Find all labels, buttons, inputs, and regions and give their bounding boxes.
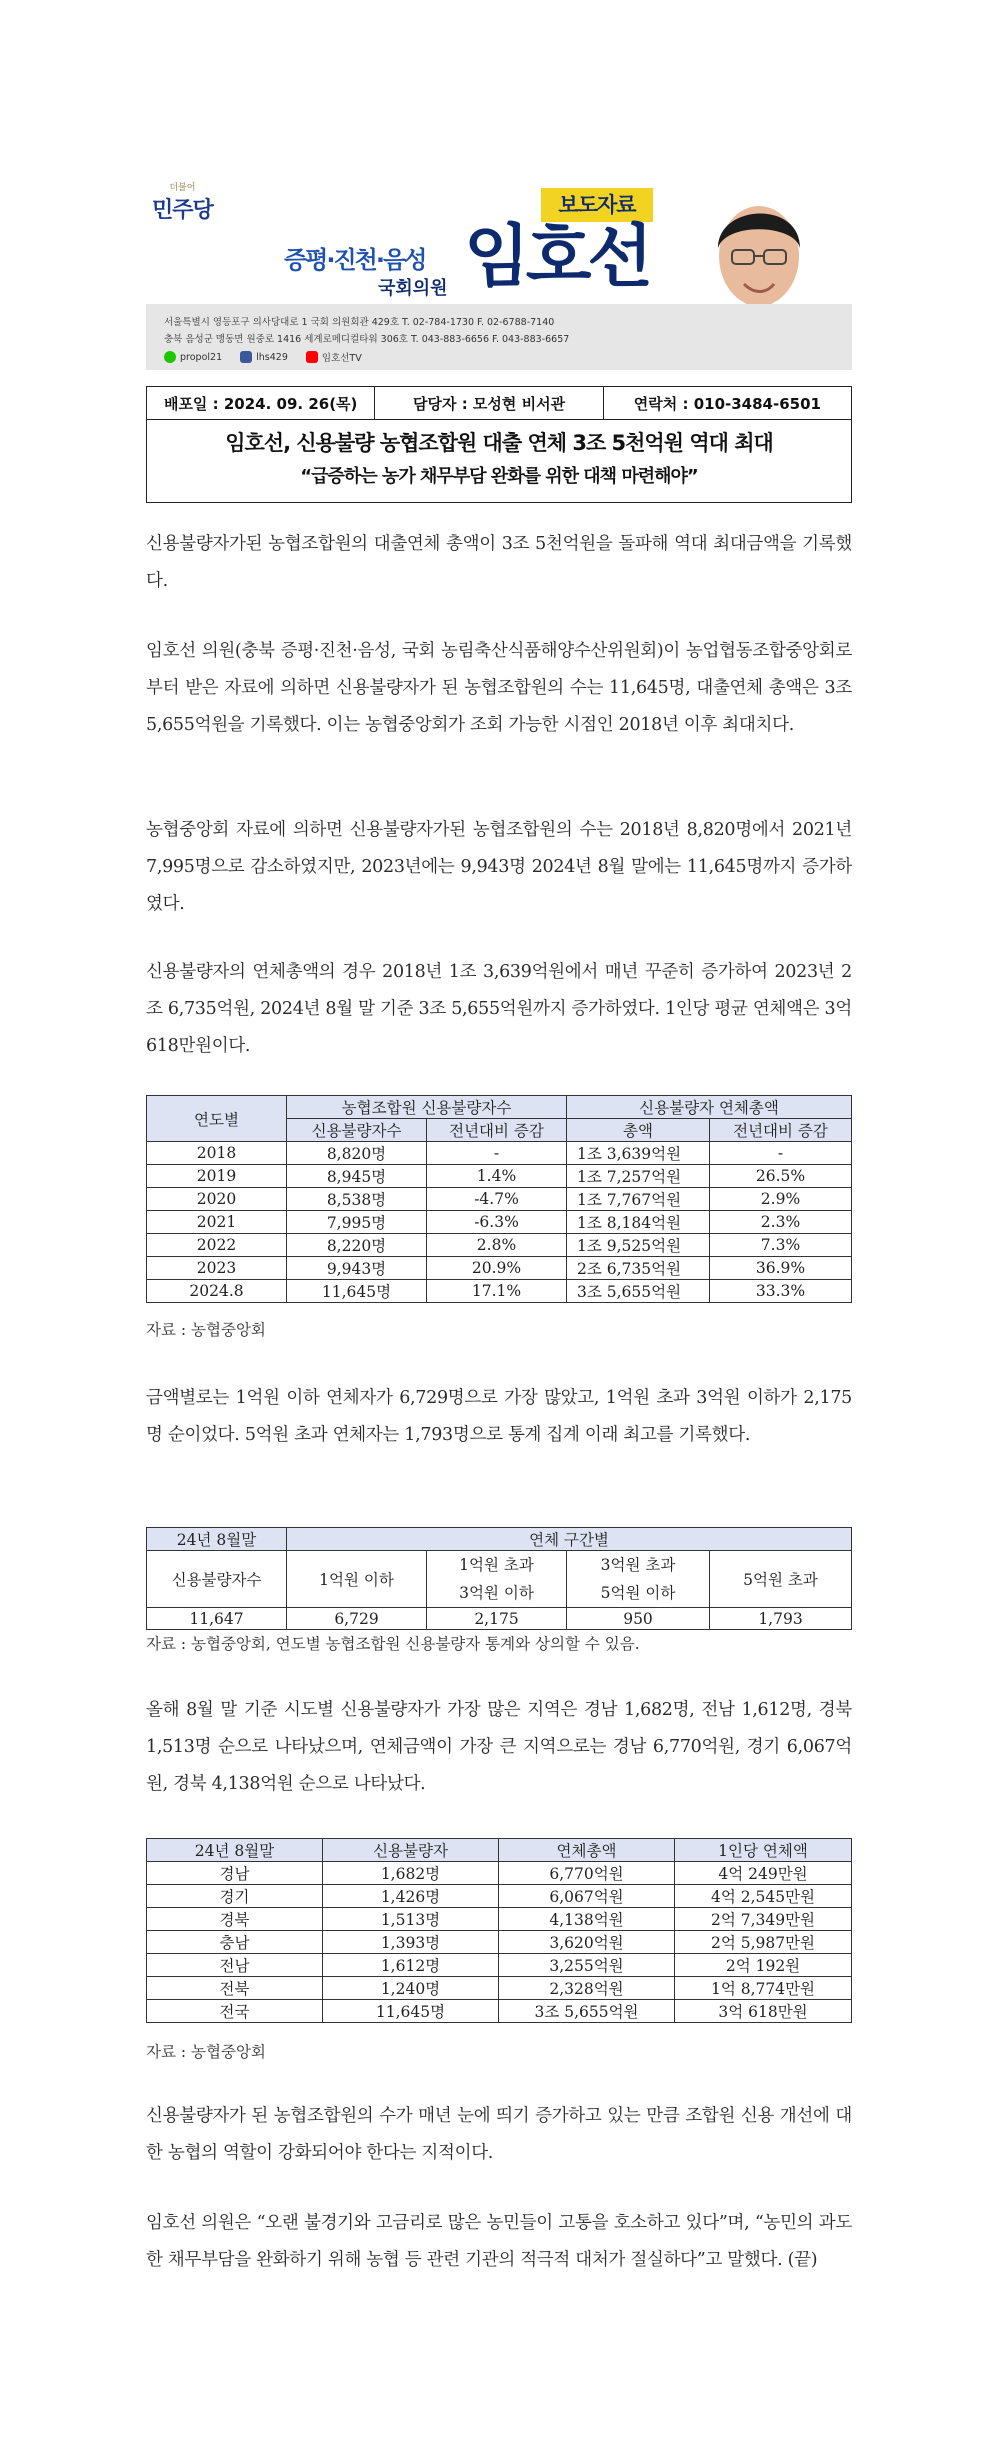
header-bracket-2: 1억원 초과 3억원 이하 — [427, 1551, 567, 1608]
paragraph-5: 금액별로는 1억원 이하 연체자가 6,729명으로 가장 많았고, 1억원 초과 3억원 이하가 2,175명 순이었다. 5억원 초과 연체자는 1,793명으로 통계 집계 이래 최고를 기록했다. — [146, 1388, 852, 1445]
table1-source: 자료 : 농협중앙회 — [146, 1321, 266, 1339]
paragraph-6: 올해 8월 말 기준 시도별 신용불량자가 가장 많은 지역은 경남 1,682명, 전남 1,612명, 경북 1,513명 순으로 나타났으며, 연체금액이 가장 큰 지역으로는 경남 6,770억원, 경기 6,067억원, 경북 4,138억원 순으로 나타났다. — [146, 1700, 852, 1794]
release-subtitle: “급증하는 농가 채무부담 완화를 위한 대책 마련해야” — [300, 466, 698, 487]
table-row: 경기 1,426명 6,067억원 4억 2,545만원 — [147, 1885, 852, 1908]
paragraph-3: 농협중앙회 자료에 의하면 신용불량자가된 농협조합원의 수는 2018년 8,820명에서 2021년 7,995명으로 감소하였지만, 2023년에는 9,943명 2024년 8월 말에는 11,645명까지 증가하였다. — [146, 820, 852, 914]
yearly-table-body — [147, 1142, 852, 1303]
table3-source: 자료 : 농협중앙회 — [146, 2043, 266, 2061]
youtube-icon — [306, 351, 318, 363]
release-info-box — [146, 386, 852, 503]
header-bracket-count: 신용불량자수 — [147, 1551, 287, 1608]
header-bracket-4: 5억원 초과 — [710, 1551, 852, 1608]
party-logo — [152, 180, 213, 224]
yearly-delinquency-table — [146, 1095, 852, 1303]
table-row: 전국 11,645명 3조 5,655억원 3억 618만원 — [147, 2000, 852, 2023]
header-total-amount-group: 신용불량자 연체총액 — [567, 1096, 852, 1119]
assembly-label: 국회의원 — [378, 278, 448, 299]
lawmaker-name: 임호선 — [464, 218, 650, 297]
paragraph-7: 신용불량자가 된 농협조합원의 수가 매년 눈에 띄기 증가하고 있는 만큼 조합원 신용 개선에 대한 농협의 역할이 강화되어야 한다는 지적이다. — [146, 2106, 852, 2163]
table-row: 2023 9,943명 20.9% 2조 6,735억원 36.9% — [147, 1257, 852, 1280]
facebook-icon — [240, 351, 252, 363]
header-year: 연도별 — [147, 1096, 287, 1142]
paragraph-8: 임호선 의원은 “오랜 불경기와 고금리로 많은 농민들이 고통을 호소하고 있다”며, “농민의 과도한 채무부담을 완화하기 위해 농협 등 관련 기관의 적극적 대처가 절실하다”고 말했다. (끝) — [146, 2213, 852, 2270]
header-count-change: 전년대비 증감 — [427, 1119, 567, 1142]
table-row: 2024.8 11,645명 17.1% 3조 5,655억원 33.3% — [147, 1280, 852, 1303]
release-meta-row — [147, 387, 851, 420]
header-bracket-3: 3억원 초과 5억원 이하 — [567, 1551, 710, 1608]
header-bracket-1: 1억원 이하 — [287, 1551, 427, 1608]
social-youtube[interactable]: 임호선TV — [306, 350, 362, 364]
header-total-change: 전년대비 증감 — [710, 1119, 852, 1142]
party-logo-small-text: 더불어 — [169, 183, 196, 193]
table-row: 경남 1,682명 6,770억원 4억 249만원 — [147, 1862, 852, 1885]
seoul-office-address: 서울특별시 영등포구 의사당대로 1 국회 의원회관 429호 T. 02-784-1730 F. 02-6788-7140 — [164, 317, 555, 328]
table-row: 전남 1,612명 3,255억원 2억 192원 — [147, 1954, 852, 1977]
header-count: 신용불량자수 — [287, 1119, 427, 1142]
release-title-block — [147, 420, 851, 502]
table-row: 2018 8,820명 - 1조 3,639억원 - — [147, 1142, 852, 1165]
amount-bracket-table — [146, 1527, 852, 1630]
release-manager: 담당자 : 모성현 비서관 — [375, 387, 603, 419]
social-facebook[interactable]: lhs429 — [240, 350, 288, 364]
table-row: 2019 8,945명 1.4% 1조 7,257억원 26.5% — [147, 1165, 852, 1188]
press-release-banner — [146, 160, 852, 370]
party-logo-name: 민주당 — [152, 198, 213, 223]
header-region: 24년 8월말 — [147, 1839, 323, 1862]
table-row: 충남 1,393명 3,620억원 2억 5,987만원 — [147, 1931, 852, 1954]
social-blog[interactable]: propol21 — [164, 350, 222, 364]
regional-delinquency-table — [146, 1838, 852, 2023]
release-title: 임호선, 신용불량 농협조합원 대출 연체 3조 5천억원 역대 최대 — [225, 431, 773, 455]
header-member-count-group: 농협조합원 신용불량자수 — [287, 1096, 567, 1119]
header-region-count: 신용불량자 — [323, 1839, 499, 1862]
paragraph-4: 신용불량자의 연체총액의 경우 2018년 1조 3,639억원에서 매년 꾸준히 증가하여 2023년 2조 6,735억원, 2024년 8월 말 기준 3조 5,655억원까지 증가하였다. 1인당 평균 연체액은 3억 618만원이다. — [146, 962, 852, 1056]
table-row: 11,647 6,729 2,175 950 1,793 — [147, 1608, 852, 1630]
blog-icon — [164, 351, 176, 363]
header-bracket-group: 연체 구간별 — [287, 1528, 852, 1551]
paragraph-1: 신용불량자가된 농협조합원의 대출연체 총액이 3조 5천억원을 돌파해 역대 최대금액을 기록했다. — [146, 534, 852, 591]
district-label: 증평·진천·음성 — [284, 246, 426, 274]
release-date: 배포일 : 2024. 09. 26(목) — [147, 387, 375, 419]
header-period: 24년 8월말 — [147, 1528, 287, 1551]
social-links — [164, 350, 362, 364]
table-row: 2020 8,538명 -4.7% 1조 7,767억원 2.9% — [147, 1188, 852, 1211]
local-office-address: 충북 음성군 맹동면 원중로 1416 세계로메디컬타워 306호 T. 043-883-6656 F. 043-883-6657 — [164, 334, 570, 345]
table-row: 전북 1,240명 2,328억원 1억 8,774만원 — [147, 1977, 852, 2000]
header-total: 총액 — [567, 1119, 710, 1142]
contact-address-bar — [146, 304, 852, 370]
table-row: 2021 7,995명 -6.3% 1조 8,184억원 2.3% — [147, 1211, 852, 1234]
table-row: 2022 8,220명 2.8% 1조 9,525억원 7.3% — [147, 1234, 852, 1257]
paragraph-2: 임호선 의원(충북 증평·진천·음성, 국회 농림축산식품해양수산위원회)이 농업협동조합중앙회로부터 받은 자료에 의하면 신용불량자가 된 농협조합원의 수는 11,645명, 대출연체 총액은 3조 5,655억원을 기록했다. 이는 농협중앙회가 조회 가능한 시점인 2018년 이후 최대치다. — [146, 641, 852, 735]
header-region-total: 연체총액 — [499, 1839, 675, 1862]
table-row: 경북 1,513명 4,138억원 2억 7,349만원 — [147, 1908, 852, 1931]
release-contact: 연락처 : 010-3484-6501 — [633, 394, 821, 413]
press-release-badge: 보도자료 — [541, 188, 653, 222]
table2-source: 자료 : 농협중앙회, 연도별 농협조합원 신용불량자 통계와 상의할 수 있음. — [146, 1635, 640, 1653]
header-per-person: 1인당 연체액 — [675, 1839, 852, 1862]
